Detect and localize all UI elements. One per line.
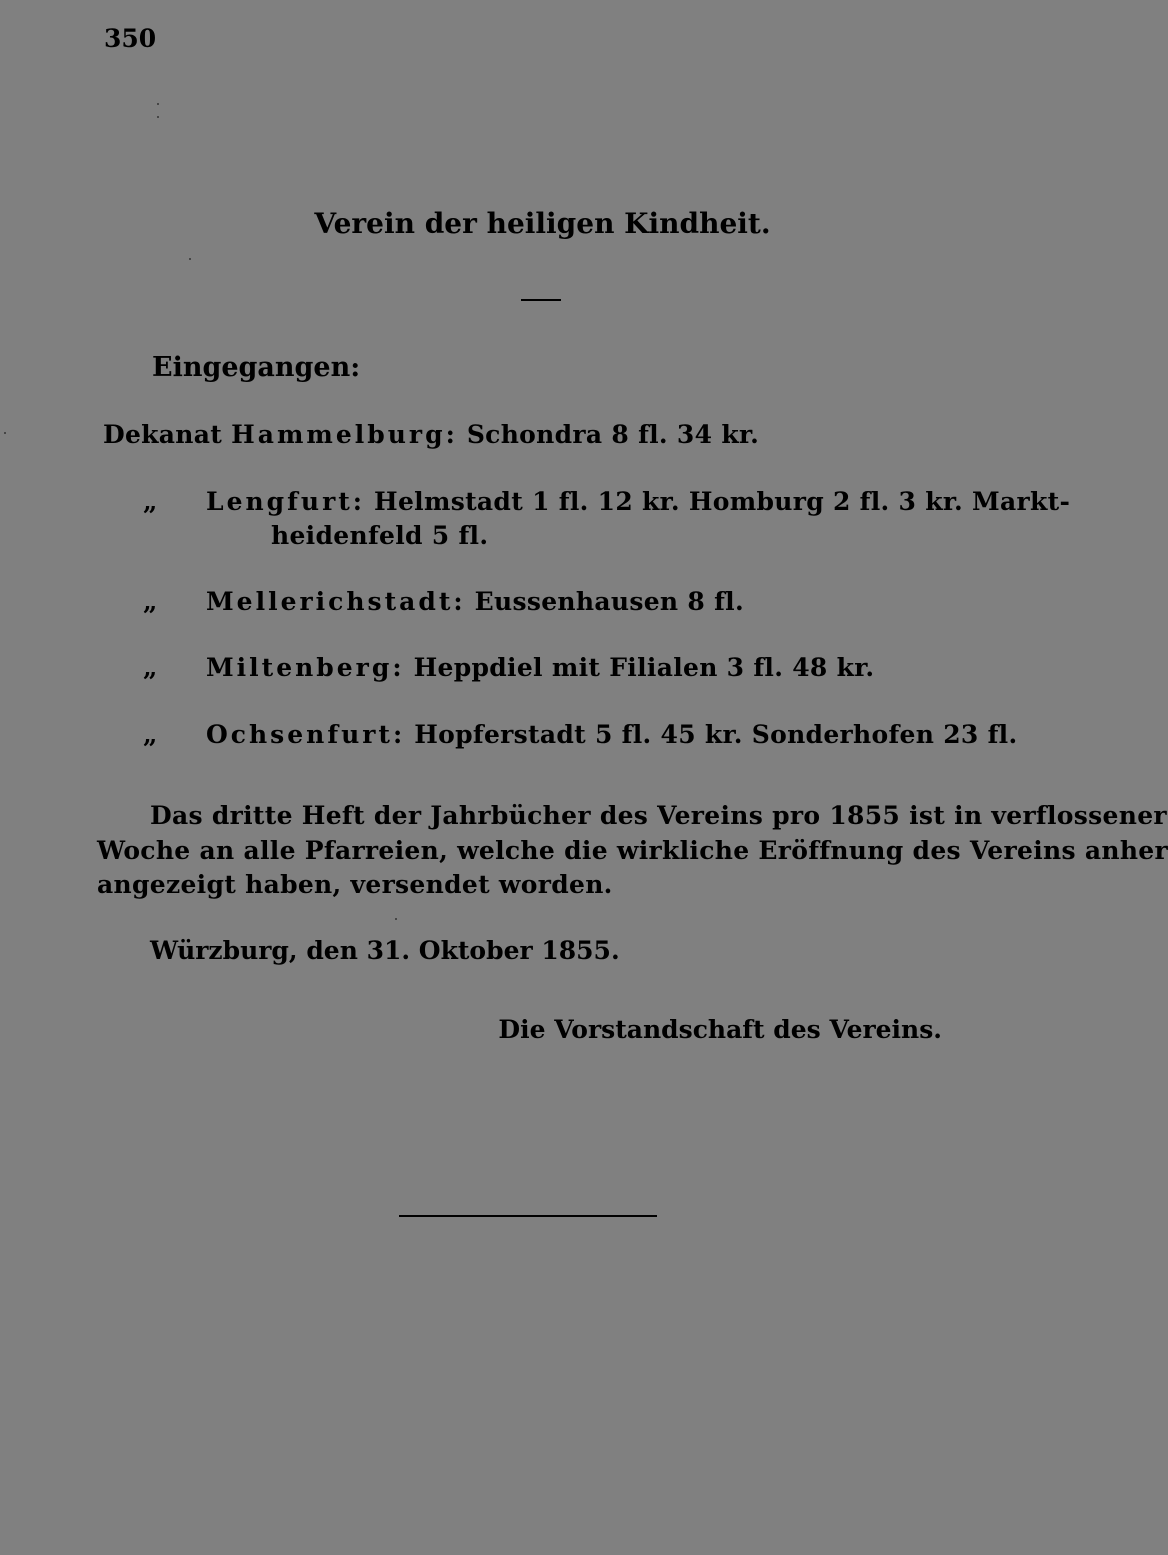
entry-text: Eussenhausen 8 fl.	[465, 587, 744, 616]
scan-speck	[4, 432, 6, 434]
page-title: Verein der heiligen Kindheit.	[314, 207, 771, 240]
scan-speck	[157, 103, 159, 105]
scan-speck	[189, 258, 191, 260]
entry-lengfurt-continuation: heidenfeld 5 fl.	[271, 521, 489, 550]
entry-district: Ochsenfurt:	[206, 720, 406, 749]
signature: Die Vorstandschaft des Vereins.	[498, 1015, 942, 1044]
notice-paragraph	[97, 801, 1167, 830]
ditto-mark: „	[143, 653, 158, 682]
entry-mellerichstadt	[206, 587, 744, 616]
title-divider	[521, 299, 561, 301]
ditto-mark: „	[143, 587, 158, 616]
entry-lengfurt	[206, 487, 1070, 516]
bottom-divider	[399, 1215, 657, 1217]
entry-ochsenfurt	[206, 720, 1017, 749]
entry-text: Hopferstadt 5 fl. 45 kr. Sonderhofen 23 fl.	[405, 720, 1018, 749]
date-line: Würzburg, den 31. Oktober 1855.	[150, 936, 620, 965]
received-label: Eingegangen:	[152, 352, 361, 383]
entry-hammelburg	[103, 420, 759, 449]
entry-text: Heppdiel mit Filialen 3 fl. 48 kr.	[404, 653, 875, 682]
entry-text: Helmstadt 1 fl. 12 kr. Homburg 2 fl. 3 kr. Markt-	[365, 487, 1071, 516]
entry-district: Mellerichstadt:	[206, 587, 466, 616]
notice-paragraph-line-3: angezeigt haben, versendet worden.	[97, 870, 613, 899]
notice-paragraph-line-2	[97, 836, 1168, 865]
entry-district: Miltenberg:	[206, 653, 405, 682]
entry-prefix: Dekanat	[103, 420, 232, 449]
scan-speck	[395, 918, 397, 920]
ditto-mark: „	[143, 487, 158, 516]
paragraph-line: Woche an alle Pfarreien, welche die wirkliche Eröffnung des Vereins anher	[97, 836, 1168, 865]
entry-miltenberg	[206, 653, 874, 682]
page-number: 350	[104, 24, 157, 53]
ditto-mark: „	[143, 720, 158, 749]
entry-district: Hammelburg:	[231, 420, 458, 449]
paragraph-line: Das dritte Heft der Jahrbücher des Vereins pro 1855 ist in verflossener	[150, 801, 1167, 830]
entry-district: Lengfurt:	[206, 487, 366, 516]
scan-speck	[157, 116, 159, 118]
entry-text: Schondra 8 fl. 34 kr.	[457, 420, 760, 449]
